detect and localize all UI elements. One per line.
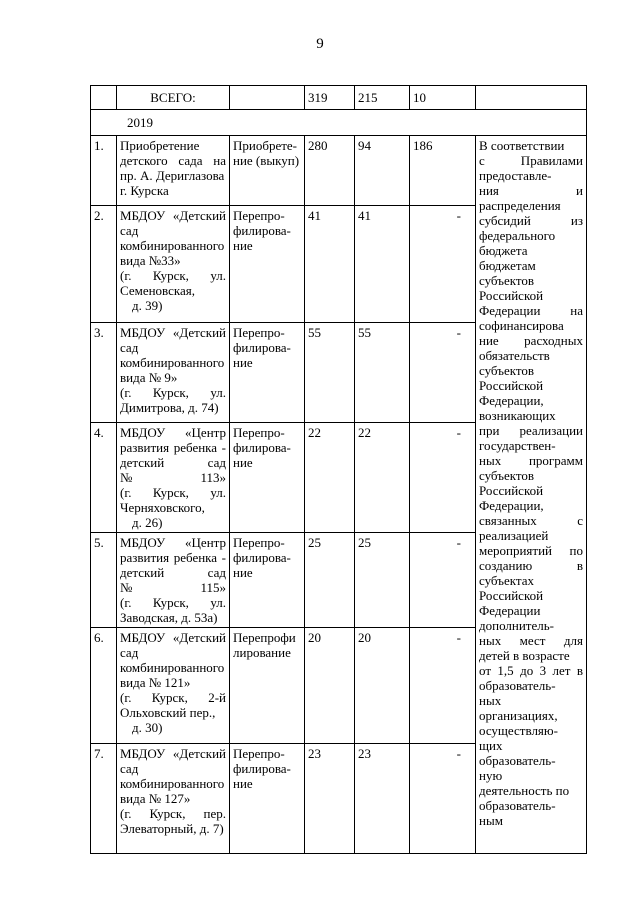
row-number: 5. — [91, 533, 117, 628]
value-v1: 25 — [305, 533, 355, 628]
object-name-line: вида № 9» — [120, 370, 178, 385]
object-name-line: МБДОУ «Детский — [120, 325, 226, 340]
object-name-line: (г. Курск, 2-й — [120, 690, 226, 705]
basis-note-line: субъектов — [479, 468, 535, 483]
basis-note-line: ных программ — [479, 453, 583, 468]
action-type-line: Перепро- — [233, 746, 285, 761]
object-name-line: г. Курска — [120, 183, 169, 198]
object-name-line: МБДОУ «Детский — [120, 630, 226, 645]
action-type — [230, 136, 305, 206]
object-name-line: вида № 127» — [120, 791, 191, 806]
value-v3: - — [410, 423, 476, 533]
action-type-line: ние — [233, 238, 253, 253]
basis-note-line: детей в возрасте — [479, 648, 570, 663]
action-type-line: филирова- — [233, 440, 291, 455]
basis-note-line: Российской — [479, 378, 544, 393]
action-type-line: филирова- — [233, 550, 291, 565]
basis-note-line: Российской — [479, 483, 544, 498]
action-type-line: Перепро- — [233, 425, 285, 440]
basis-note-line: при реализации — [479, 423, 583, 438]
row-number: 6. — [91, 628, 117, 744]
basis-note-line: распределения — [479, 198, 561, 213]
object-name-line: (г. Курск, ул. — [120, 485, 226, 500]
action-type-line: ние — [233, 776, 253, 791]
basis-note-line: ным — [479, 813, 503, 828]
object-name-line: Приобретение — [120, 138, 200, 153]
basis-note-line: организациях, — [479, 708, 558, 723]
basis-note-line: ную — [479, 768, 503, 783]
object-name — [117, 323, 230, 423]
basis-note-line: субъектах — [479, 573, 534, 588]
object-name-line: комбинированного — [120, 238, 225, 253]
object-name-line: (г. Курск, пер. — [120, 806, 226, 821]
funding-table — [90, 85, 587, 854]
action-type — [230, 628, 305, 744]
value-v2: 94 — [355, 136, 410, 206]
basis-note-line: федерального — [479, 228, 556, 243]
basis-note-line: осуществляю- — [479, 723, 558, 738]
basis-note-line: ние расходных — [479, 333, 583, 348]
object-name-line: Элеваторный, д. 7) — [120, 821, 224, 836]
object-name — [117, 533, 230, 628]
value-v1: 41 — [305, 206, 355, 323]
action-type-line: филирова- — [233, 761, 291, 776]
basis-note-line: образователь- — [479, 753, 556, 768]
basis-note-line: софинансирова — [479, 318, 564, 333]
object-name — [117, 628, 230, 744]
object-name-line: развития ребенка - — [120, 550, 226, 565]
value-v3: - — [410, 533, 476, 628]
basis-note-line: бюджета — [479, 243, 528, 258]
basis-note-line: Федерации на — [479, 303, 583, 318]
basis-note-line: предоставле- — [479, 168, 552, 183]
object-name-line: сад — [120, 223, 139, 238]
object-name-line: комбинированного — [120, 355, 225, 370]
action-type-line: Перепрофи — [233, 630, 296, 645]
action-type-line: Перепро- — [233, 325, 285, 340]
basis-note-line: от 1,5 до 3 лет в — [479, 663, 583, 678]
object-name-line: д. 39) — [132, 298, 163, 313]
total-row — [91, 86, 587, 110]
basis-note-line: образователь- — [479, 678, 556, 693]
basis-note-line: Федерации, — [479, 393, 544, 408]
year-row — [91, 110, 587, 136]
value-v2: 41 — [355, 206, 410, 323]
action-type-line: Приобрете- — [233, 138, 298, 153]
object-name-line: сад — [120, 645, 139, 660]
basis-note-line: субъектов — [479, 363, 535, 378]
basis-note-line: Российской — [479, 288, 544, 303]
action-type-line: ние — [233, 565, 253, 580]
basis-note-line: мероприятий по — [479, 543, 583, 558]
basis-note-line: связанных с — [479, 513, 583, 528]
basis-note-line: В соответствии — [479, 138, 565, 153]
total-v1: 319 — [305, 86, 355, 110]
basis-note-line: Российской — [479, 588, 544, 603]
action-type-line: Перепро- — [233, 535, 285, 550]
basis-note-line: реализацией — [479, 528, 549, 543]
value-v3: - — [410, 744, 476, 854]
basis-note-line: субъектов — [479, 273, 535, 288]
object-name-line: комбинированного — [120, 660, 225, 675]
action-type-line: филирова- — [233, 223, 291, 238]
object-name-line: МБДОУ «Детский — [120, 208, 226, 223]
value-v1: 55 — [305, 323, 355, 423]
basis-note-line: с Правилами — [479, 153, 583, 168]
action-type-line: Перепро- — [233, 208, 285, 223]
row-number: 2. — [91, 206, 117, 323]
basis-note-line: дополнитель- — [479, 618, 554, 633]
action-type — [230, 533, 305, 628]
object-name-line: Черняховского, — [120, 500, 205, 515]
total-v3: 10 — [410, 86, 476, 110]
object-name-line: сад — [120, 761, 139, 776]
object-name-line: МБДОУ «Центр — [120, 425, 226, 440]
object-name-line: развития ребенка - — [120, 440, 226, 455]
object-name-line: (г. Курск, ул. — [120, 595, 226, 610]
basis-note-line: Федерации, — [479, 498, 544, 513]
action-type — [230, 323, 305, 423]
action-type-line: ние (выкуп) — [233, 153, 300, 168]
action-type-line: лирование — [233, 645, 291, 660]
basis-note-line: ния и — [479, 183, 583, 198]
object-name-line: пр. А. Дериглазова — [120, 168, 225, 183]
object-name-line: Димитрова, д. 74) — [120, 400, 219, 415]
object-name-line: (г. Курск, ул. — [120, 268, 226, 283]
basis-note-line: ных мест для — [479, 633, 583, 648]
value-v1: 23 — [305, 744, 355, 854]
object-name — [117, 206, 230, 323]
action-type — [230, 206, 305, 323]
basis-note-line: государствен- — [479, 438, 556, 453]
object-name-line: Ольховский пер., — [120, 705, 216, 720]
row-number: 1. — [91, 136, 117, 206]
action-type-line: филирова- — [233, 340, 291, 355]
object-name-line: д. 26) — [132, 515, 163, 530]
value-v1: 20 — [305, 628, 355, 744]
value-v2: 23 — [355, 744, 410, 854]
value-v1: 22 — [305, 423, 355, 533]
total-label: ВСЕГО: — [117, 86, 230, 110]
basis-note — [476, 136, 587, 854]
total-v2: 215 — [355, 86, 410, 110]
value-v3: - — [410, 206, 476, 323]
row-number: 4. — [91, 423, 117, 533]
row-number: 7. — [91, 744, 117, 854]
basis-note-line: деятельность по — [479, 783, 570, 798]
object-name-line: комбинированного — [120, 776, 225, 791]
action-type-line: ние — [233, 355, 253, 370]
object-name-line: детского сада на — [120, 153, 226, 168]
object-name-line: сад — [120, 340, 139, 355]
value-v2: 25 — [355, 533, 410, 628]
object-name-line: (г. Курск, ул. — [120, 385, 226, 400]
basis-note-line: бюджетам — [479, 258, 536, 273]
value-v3: - — [410, 323, 476, 423]
object-name — [117, 136, 230, 206]
action-type — [230, 744, 305, 854]
basis-note-line: щих — [479, 738, 503, 753]
basis-note-line: ных — [479, 693, 502, 708]
object-name-line: МБДОУ «Центр — [120, 535, 226, 550]
value-v3: 186 — [410, 136, 476, 206]
page-number: 9 — [316, 36, 324, 52]
row-number: 3. — [91, 323, 117, 423]
object-name-line: д. 30) — [132, 720, 163, 735]
object-name-line: Заводская, д. 53а) — [120, 610, 218, 625]
value-v1: 280 — [305, 136, 355, 206]
object-name-line: вида №33» — [120, 253, 181, 268]
object-name-line: МБДОУ «Детский — [120, 746, 226, 761]
action-type-line: ние — [233, 455, 253, 470]
basis-note-line: субсидий из — [479, 213, 583, 228]
object-name-line: Семеновская, — [120, 283, 196, 298]
value-v2: 22 — [355, 423, 410, 533]
object-name-line: вида № 121» — [120, 675, 191, 690]
basis-note-line: Федерации — [479, 603, 541, 618]
basis-note-line: созданию в — [479, 558, 583, 573]
basis-note-line: возникающих — [479, 408, 556, 423]
table-row — [91, 136, 587, 206]
object-name-line: детский сад №113» — [120, 455, 226, 485]
value-v2: 20 — [355, 628, 410, 744]
action-type — [230, 423, 305, 533]
basis-note-line: образователь- — [479, 798, 556, 813]
basis-note-line: обязательств — [479, 348, 550, 363]
object-name — [117, 423, 230, 533]
value-v2: 55 — [355, 323, 410, 423]
object-name-line: детский сад №115» — [120, 565, 226, 595]
value-v3: - — [410, 628, 476, 744]
object-name — [117, 744, 230, 854]
year-label: 2019 — [91, 110, 587, 136]
